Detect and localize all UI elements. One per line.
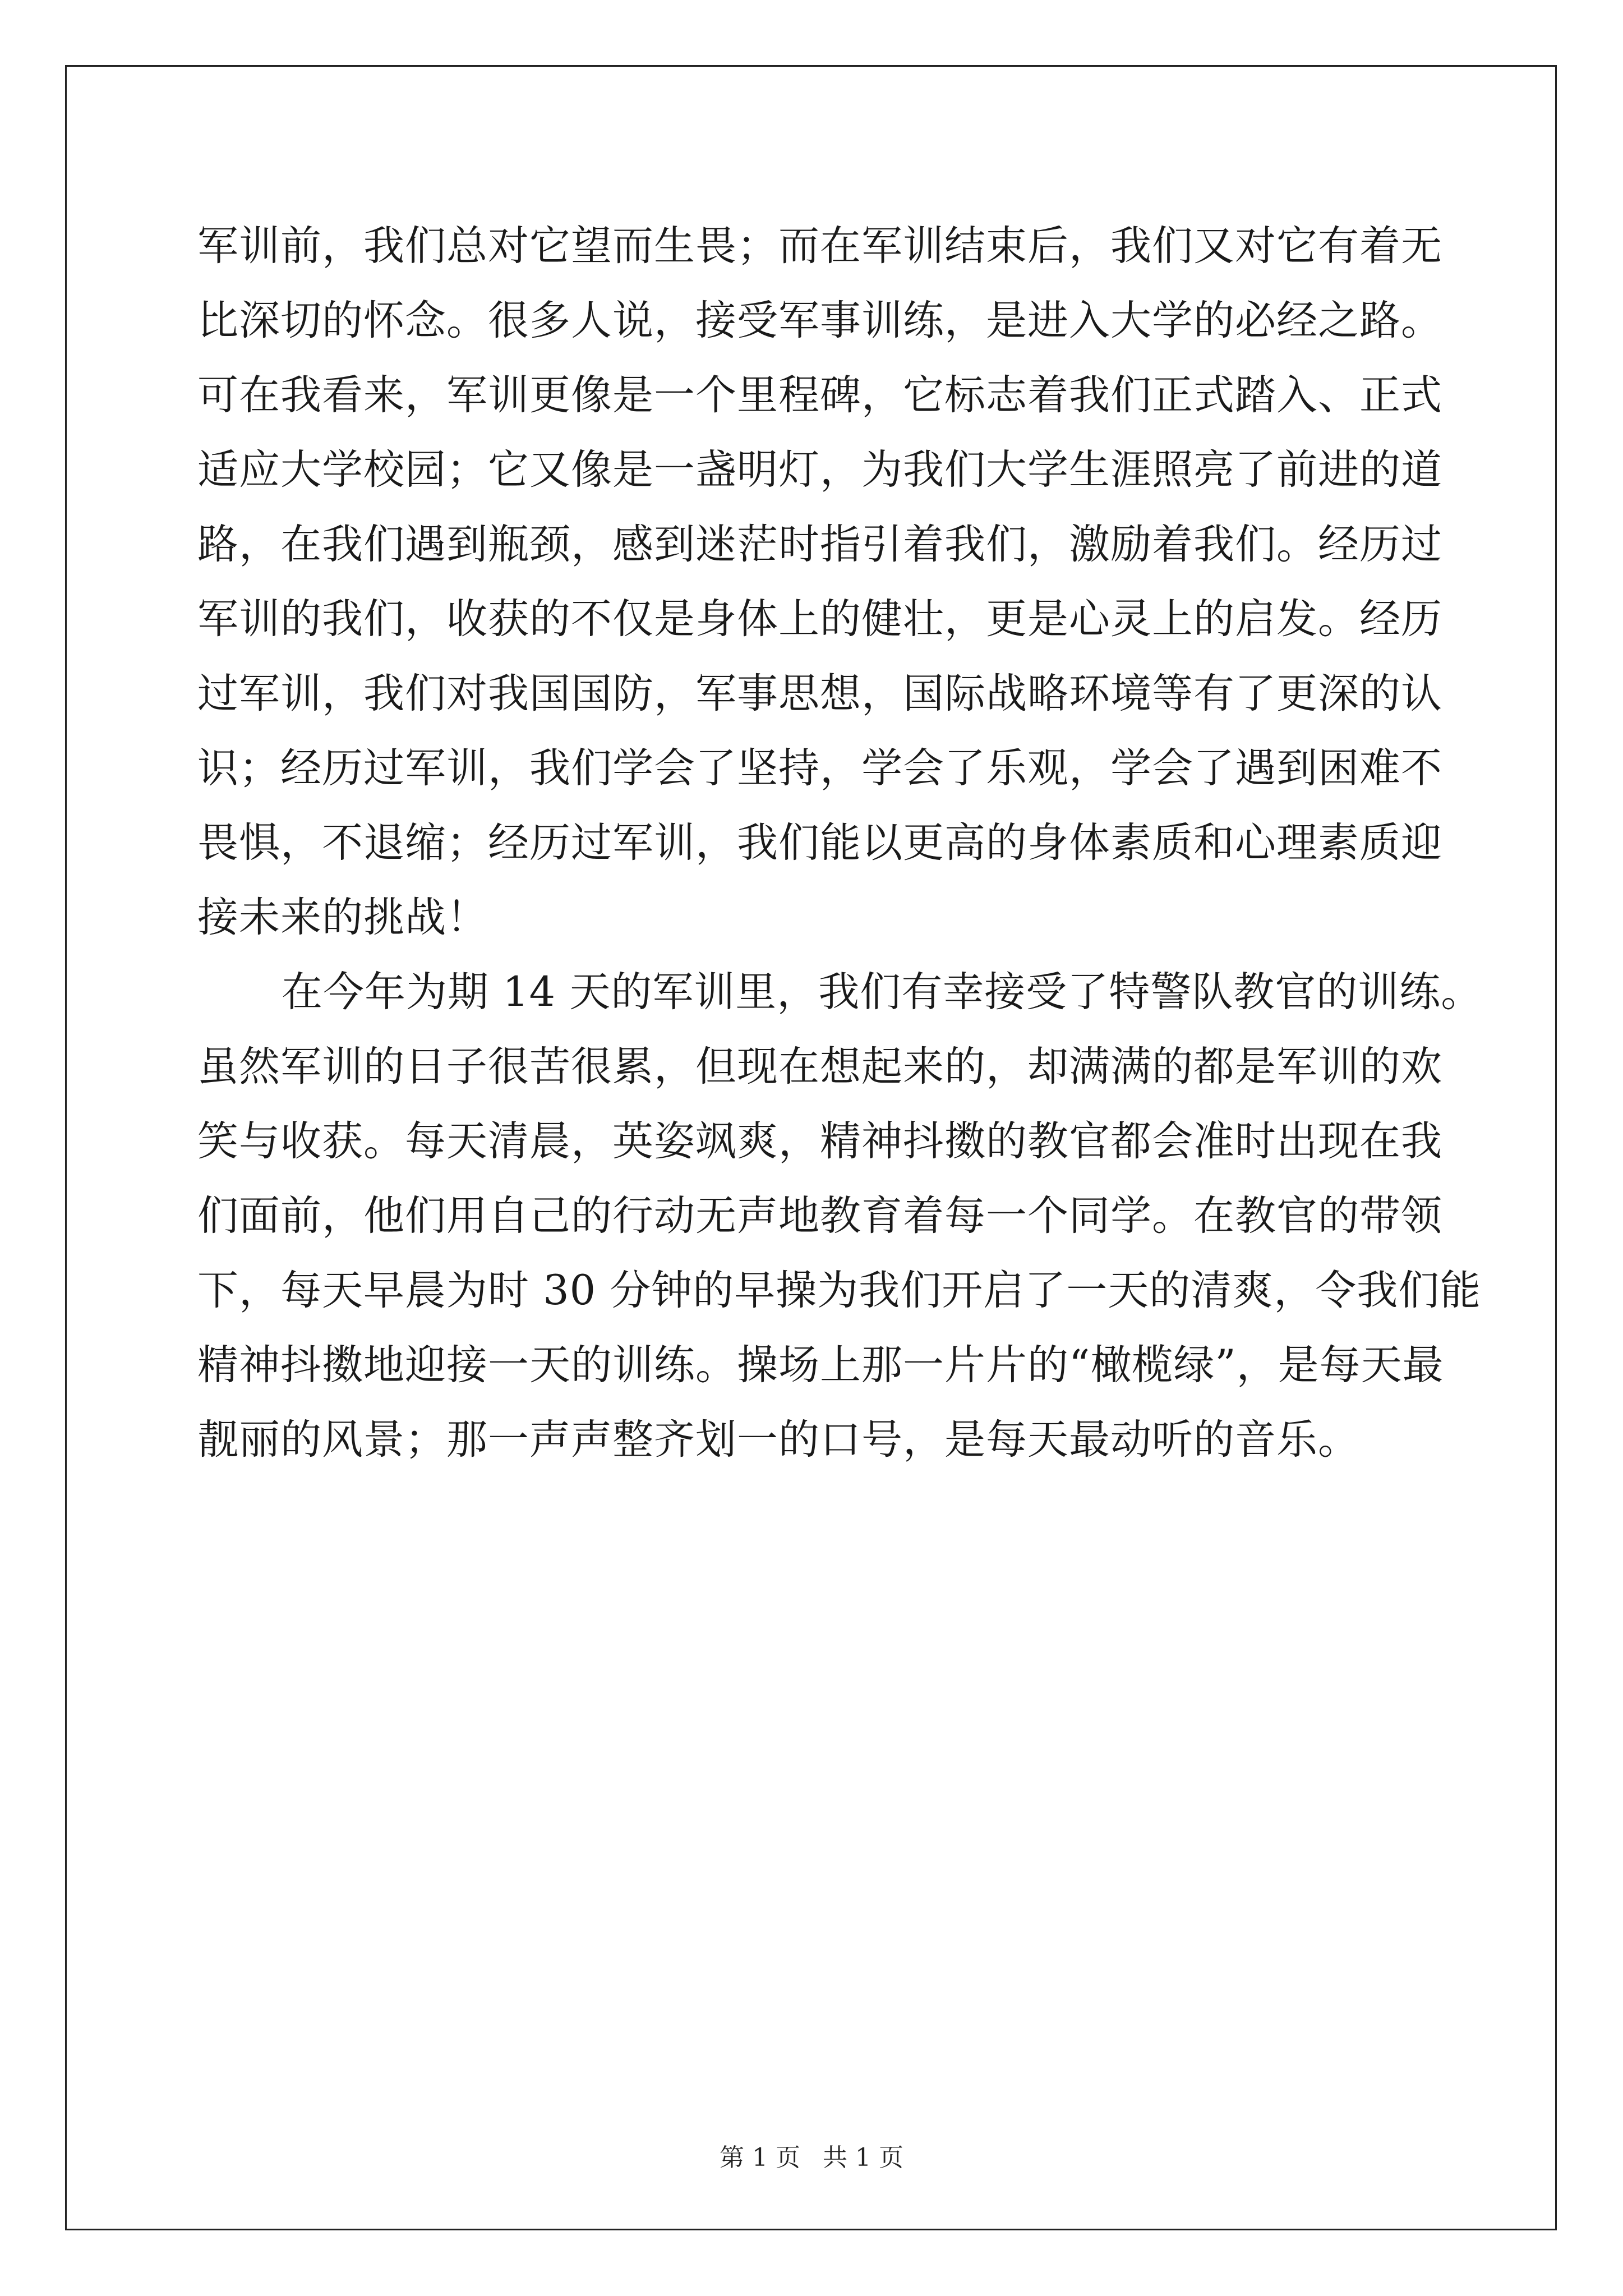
text-line: 畏惧，不退缩；经历过军训，我们能以更高的身体素质和心理素质迎: [197, 819, 1442, 867]
text-line: 靓丽的风景；那一声声整齐划一的口号，是每天最动听的音乐。: [197, 1416, 1359, 1464]
text-line: 军训的我们，收获的不仅是身体上的健壮，更是心灵上的启发。经历: [197, 595, 1442, 643]
text-line: 军训前，我们总对它望而生畏；而在军训结束后，我们又对它有着无: [197, 222, 1442, 270]
page-number: 第 1 页: [720, 2143, 800, 2172]
text-line: 下，每天早晨为时 30 分钟的早操为我们开启了一天的清爽，令我们能: [197, 1267, 1482, 1314]
text-line: 们面前，他们用自己的行动无声地教育着每一个同学。在教官的带领: [197, 1192, 1442, 1240]
text-line: 精神抖擞地迎接一天的训练。操场上那一片片的“橄榄绿”，是每天最: [197, 1341, 1444, 1389]
text-line: 在今年为期 14 天的军训里，我们有幸接受了特警队教官的训练。: [282, 968, 1483, 1016]
text-line: 过军训，我们对我国国防，军事思想，国际战略环境等有了更深的认: [197, 670, 1442, 717]
text-line: 接未来的挑战！: [197, 894, 488, 941]
page-total: 共 1 页: [823, 2143, 903, 2172]
document-body: [197, 209, 1483, 1477]
text-line: 可在我看来，军训更像是一个里程碑，它标志着我们正式踏入、正式: [197, 371, 1442, 419]
text-line: 路，在我们遇到瓶颈，感到迷茫时指引着我们，激励着我们。经历过: [197, 521, 1442, 568]
text-line: 虽然军训的日子很苦很累，但现在想起来的，却满满的都是军训的欢: [197, 1043, 1442, 1091]
text-line: 笑与收获。每天清晨，英姿飒爽，精神抖擞的教官都会准时出现在我: [197, 1117, 1442, 1165]
text-line: 比深切的怀念。很多人说，接受军事训练，是进入大学的必经之路。: [197, 297, 1442, 344]
page-footer: [0, 2137, 1623, 2173]
text-line: 识；经历过军训，我们学会了坚持，学会了乐观，学会了遇到困难不: [197, 744, 1442, 792]
text-line: 适应大学校园；它又像是一盏明灯，为我们大学生涯照亮了前进的道: [197, 446, 1442, 494]
